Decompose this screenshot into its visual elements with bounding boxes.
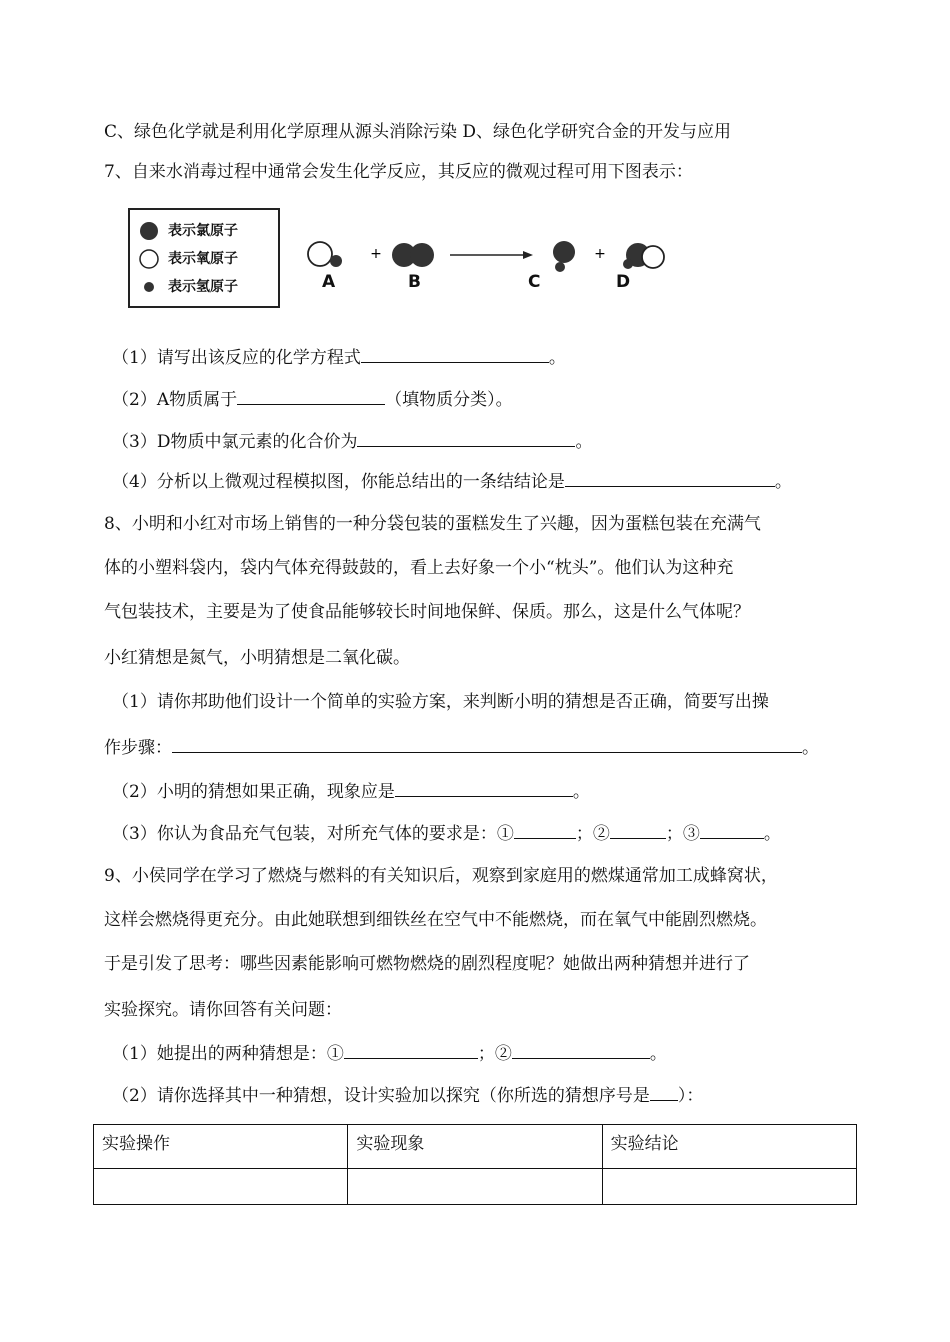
legend-chlorine xyxy=(138,220,238,242)
experiment-table xyxy=(93,1124,857,1205)
label-a: A xyxy=(322,272,336,292)
atom-legend xyxy=(128,208,280,308)
answer-blank-8-3-3[interactable] xyxy=(700,820,764,839)
plus-sign-1: + xyxy=(370,246,382,262)
question-8-3 xyxy=(112,820,781,846)
question-8-1-b xyxy=(104,734,819,760)
legend-chlorine-label: 表示氯原子 xyxy=(168,223,238,239)
hydrogen-atom-icon xyxy=(138,276,160,298)
q9-1-end: 。 xyxy=(649,1044,667,1064)
q8-1-end: 。 xyxy=(802,738,819,758)
label-d: D xyxy=(616,272,631,292)
cell-operation[interactable] xyxy=(94,1169,348,1205)
question-9-stem-2: 这样会燃烧得更充分。由此她联想到细铁丝在空气中不能燃烧，而在氧气中能剧烈燃烧。 xyxy=(104,910,767,930)
reaction-diagram xyxy=(128,208,668,318)
molecules xyxy=(298,226,668,286)
answer-blank-7-3[interactable] xyxy=(357,428,575,447)
answer-blank-7-2[interactable] xyxy=(237,386,385,405)
legend-oxygen xyxy=(138,248,238,270)
legend-hydrogen-label: 表示氢原子 xyxy=(168,279,238,295)
header-conclusion: 实验结论 xyxy=(602,1125,856,1169)
plus-sign-2: + xyxy=(594,246,606,262)
q7-4-text: （4）分析以上微观过程模拟图，你能总结出的一条结结论是 xyxy=(112,472,565,492)
molecule-b xyxy=(392,243,434,267)
label-b: B xyxy=(408,272,421,292)
question-9-2 xyxy=(112,1082,703,1108)
table-row xyxy=(94,1169,857,1205)
header-operation: 实验操作 xyxy=(94,1125,348,1169)
q9-2-end: ）： xyxy=(677,1086,704,1106)
q7-1-end: 。 xyxy=(548,348,566,368)
cell-phenomenon[interactable] xyxy=(348,1169,602,1205)
answer-blank-8-3-1[interactable] xyxy=(514,820,576,839)
table-header-row xyxy=(94,1125,857,1169)
q8-1-text: 作步骤： xyxy=(104,738,172,758)
cell-conclusion[interactable] xyxy=(602,1169,856,1205)
question-8-stem-2: 体的小塑料袋内，袋内气体充得鼓鼓的，看上去好象一个小“枕头”。他们认为这种充 xyxy=(104,558,734,578)
question-8-stem-3: 气包装技术，主要是为了使食品能够较长时间地保鲜、保质。那么，这是什么气体呢？ xyxy=(104,602,750,622)
molecule-c xyxy=(553,241,575,272)
question-7-stem: 7、自来水消毒过程中通常会发生化学反应，其反应的微观过程可用下图表示： xyxy=(104,162,693,182)
header-phenomenon: 实验现象 xyxy=(348,1125,602,1169)
q7-4-end: 。 xyxy=(774,472,792,492)
q7-2-end: （填物质分类）。 xyxy=(385,390,513,410)
legend-oxygen-label: 表示氧原子 xyxy=(168,251,238,267)
q8-2-end: 。 xyxy=(572,782,590,802)
label-c: C xyxy=(528,272,541,292)
q9-2-text: （2）请你选择其中一种猜想，设计实验加以探究（你所选的猜想序号是 xyxy=(112,1086,650,1106)
answer-blank-9-1-1[interactable] xyxy=(344,1040,478,1059)
q7-1-text: （1）请写出该反应的化学方程式 xyxy=(112,348,361,368)
answer-blank-7-4[interactable] xyxy=(565,468,775,487)
option-cd-line: C、绿色化学就是利用化学原理从源头消除污染 D、绿色化学研究合金的开发与应用 xyxy=(104,122,732,142)
q7-3-text: （3）D物质中氯元素的化合价为 xyxy=(112,432,358,452)
question-7-1 xyxy=(112,344,566,370)
question-8-stem-1: 8、小明和小红对市场上销售的一种分袋包装的蛋糕发生了兴趣，因为蛋糕包装在充满气 xyxy=(104,514,761,534)
reaction-arrow xyxy=(450,251,533,259)
chlorine-atom-icon xyxy=(138,220,160,242)
q8-3-sep1: ；② xyxy=(575,824,610,844)
q9-1-sep: ；② xyxy=(477,1044,512,1064)
question-8-2 xyxy=(112,778,590,804)
molecule-a xyxy=(308,242,342,267)
answer-blank-8-1[interactable] xyxy=(172,734,802,753)
answer-blank-9-2[interactable] xyxy=(650,1082,678,1101)
question-7-3 xyxy=(112,428,592,454)
molecule-d xyxy=(623,243,664,269)
answer-blank-7-1[interactable] xyxy=(361,344,549,363)
q7-2-text: （2）A物质属于 xyxy=(112,390,238,410)
question-8-stem-4: 小红猜想是氮气，小明猜想是二氧化碳。 xyxy=(104,648,410,668)
question-9-stem-4: 实验探究。请你回答有关问题： xyxy=(104,1000,342,1020)
question-9-1 xyxy=(112,1040,667,1066)
q8-3-end: 。 xyxy=(763,824,781,844)
question-7-4 xyxy=(112,468,792,494)
question-8-1-a: （1）请你邦助他们设计一个简单的实验方案，来判断小明的猜想是否正确，简要写出操 xyxy=(112,692,769,712)
q7-3-end: 。 xyxy=(575,432,593,452)
oxygen-atom-icon xyxy=(138,248,160,270)
answer-blank-8-3-2[interactable] xyxy=(610,820,666,839)
q8-3-text: （3）你认为食品充气包装，对所充气体的要求是：① xyxy=(112,824,514,844)
q8-3-sep2: ；③ xyxy=(665,824,700,844)
answer-blank-8-2[interactable] xyxy=(395,778,573,797)
answer-blank-9-1-2[interactable] xyxy=(512,1040,650,1059)
question-9-stem-3: 于是引发了思考：哪些因素能影响可燃物燃烧的剧烈程度呢？她做出两种猜想并进行了 xyxy=(104,954,750,974)
legend-hydrogen xyxy=(138,276,238,298)
question-9-stem-1: 9、小侯同学在学习了燃烧与燃料的有关知识后，观察到家庭用的燃煤通常加工成蜂窝状， xyxy=(104,866,778,886)
question-7-2 xyxy=(112,386,513,412)
q9-1-text: （1）她提出的两种猜想是：① xyxy=(112,1044,344,1064)
q8-2-text: （2）小明的猜想如果正确，现象应是 xyxy=(112,782,395,802)
